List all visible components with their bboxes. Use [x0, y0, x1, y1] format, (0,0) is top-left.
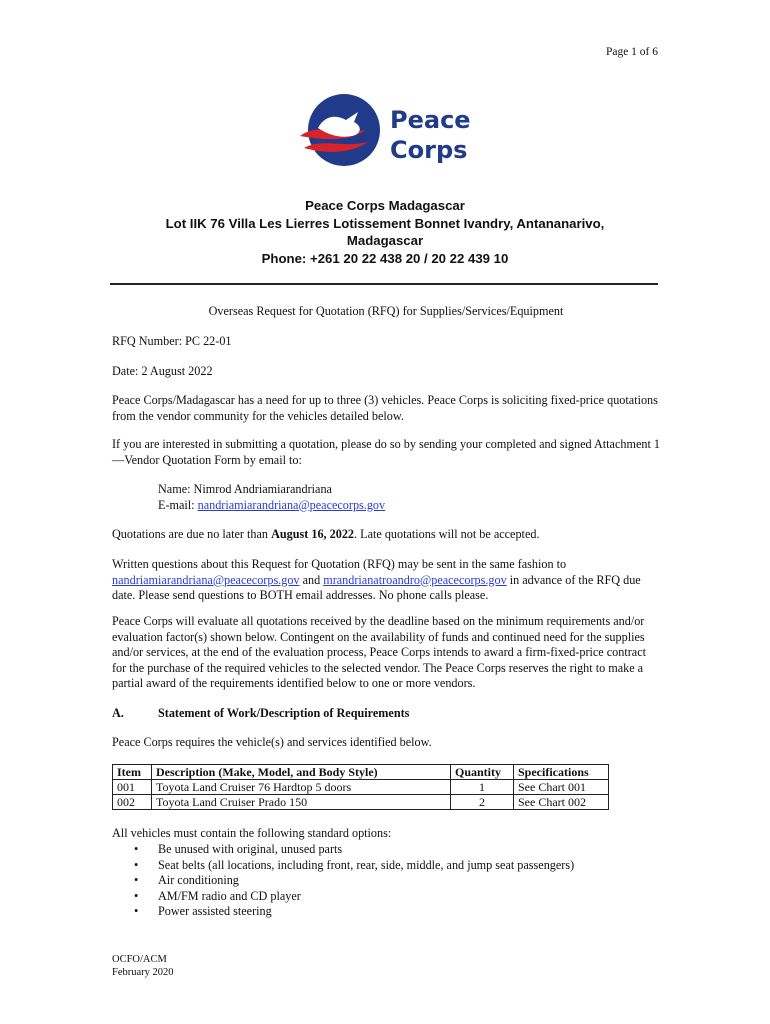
vehicle-requirements-table: [112, 764, 609, 810]
questions-before: Written questions about this Request for Quotation (RFQ) may be sent in the same fashion to: [112, 557, 567, 571]
list-item: • AM/FM radio and CD player: [112, 889, 574, 905]
col-header-item: Item: [113, 765, 152, 780]
due-before: Quotations are due no later than: [112, 527, 272, 541]
rfq-number: RFQ Number: PC 22-01: [112, 334, 232, 348]
table-header-row: [113, 765, 609, 780]
letterhead-org: Peace Corps Madagascar: [305, 198, 465, 213]
row-2-specifications: See Chart 002: [514, 795, 609, 810]
table-row: [113, 780, 609, 795]
need-paragraph: Peace Corps/Madagascar has a need for up to three (3) vehicles. Peace Corps is soliciting fixed-price quotations from the vendor community for the vehicles detailed below.: [112, 393, 658, 423]
table-row: [113, 795, 609, 810]
options-intro: All vehicles must contain the following standard options:: [112, 826, 392, 840]
footer-office: OCFO/ACM: [112, 954, 167, 965]
header-divider: [110, 283, 658, 285]
peace-corps-logo: [296, 92, 476, 170]
questions-email-2-link[interactable]: mrandrianatroandro@peacecorps.gov: [323, 572, 507, 587]
logo-word-peace: Peace: [390, 106, 471, 134]
list-item: • Power assisted steering: [112, 904, 574, 920]
row-1-quantity: 1: [451, 780, 514, 795]
letterhead-country: Madagascar: [346, 233, 424, 248]
rfq-date: Date: 2 August 2022: [112, 364, 213, 378]
letterhead-address: Lot IIK 76 Villa Les Lierres Lotissement Bonnet Ivandry, Antananarivo,: [165, 215, 605, 231]
standard-options-list: [112, 842, 574, 920]
document-title: Overseas Request for Quotation (RFQ) for Supplies/Services/Equipment: [208, 304, 564, 318]
contact-email-link[interactable]: nandriamiarandriana@peacecorps.gov: [197, 497, 386, 512]
evaluation-paragraph: Peace Corps will evaluate all quotations received by the deadline based on the minimum requirements and/or evaluation factor(s) shown below. Contingent on the availability of funds and continued need for the supplies and/or services, at the end of the evaluation process, Peace Corps intends to award a firm-fixed-price contract for the purchase of the required vehicles to the selected vendor. The Peace Corps reserves the right to make a partial award of the requirements identified below to one or more vendors.: [112, 614, 647, 691]
row-1-description: Toyota Land Cruiser 76 Hardtop 5 doors: [152, 780, 451, 795]
page-footer: [112, 954, 174, 979]
footer-date: February 2020: [112, 966, 174, 978]
submission-paragraph: If you are interested in submitting a quotation, please do so by sending your completed and signed Attachment 1—Vendor Quotation Form by email to:: [112, 437, 660, 467]
col-header-specifications: Specifications: [514, 765, 609, 780]
letterhead: [112, 197, 658, 267]
row-1-specifications: See Chart 001: [514, 780, 609, 795]
row-1-item: 001: [113, 780, 152, 795]
col-header-description: Description (Make, Model, and Body Style): [152, 765, 451, 780]
letterhead-phone: Phone: +261 20 22 438 20 / 20 22 439 10: [261, 250, 509, 266]
peace-corps-logo-graphic: [296, 92, 476, 170]
col-header-quantity: Quantity: [451, 765, 514, 780]
logo-word-corps: Corps: [390, 136, 468, 164]
due-date: August 16, 2022: [271, 527, 355, 541]
row-2-description: Toyota Land Cruiser Prado 150: [152, 795, 451, 810]
questions-paragraph: [112, 557, 660, 604]
list-item: • Air conditioning: [112, 873, 574, 889]
section-a-letter: A.: [112, 706, 124, 720]
due-date-paragraph: [112, 527, 660, 543]
contact-email-label: E-mail:: [158, 497, 198, 512]
row-2-item: 002: [113, 795, 152, 810]
questions-email-1-link[interactable]: nandriamiarandriana@peacecorps.gov: [112, 572, 300, 587]
contact-block: [112, 482, 706, 513]
section-a-title: Statement of Work/Description of Requirements: [158, 706, 410, 720]
list-item: • Be unused with original, unused parts: [112, 842, 574, 858]
questions-and: and: [299, 572, 324, 587]
list-item: • Seat belts (all locations, including front, rear, side, middle, and jump seat passengers): [112, 858, 574, 874]
section-a-heading: [112, 706, 409, 721]
due-after: . Late quotations will not be accepted.: [354, 527, 540, 541]
contact-email-line: [158, 498, 706, 514]
section-a-intro: Peace Corps requires the vehicle(s) and services identified below.: [112, 735, 432, 749]
page-number: Page 1 of 6: [605, 46, 658, 58]
contact-name: Name: Nimrod Andriamiarandriana: [158, 482, 332, 496]
row-2-quantity: 2: [451, 795, 514, 810]
questions-after: in advance of the RFQ due date. Please send questions to BOTH email addresses. No phone calls please.: [112, 572, 641, 603]
